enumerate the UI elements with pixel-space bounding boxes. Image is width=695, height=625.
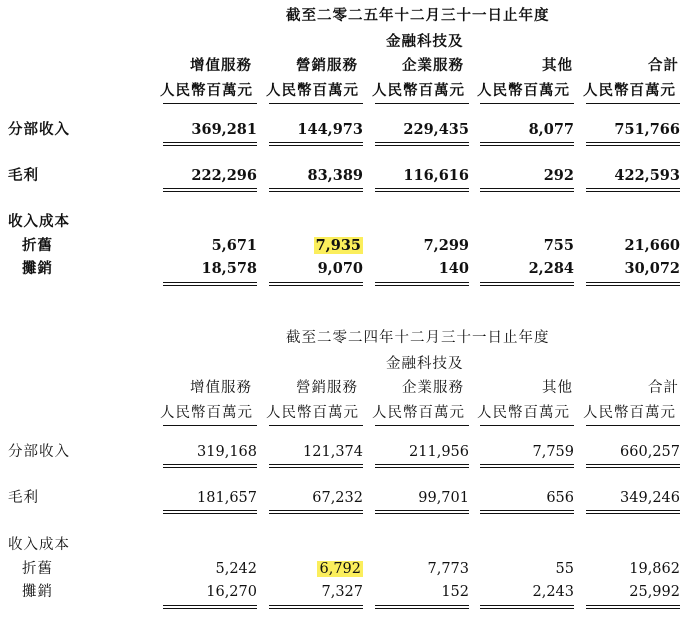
cell-value: 55 bbox=[555, 561, 574, 577]
cell-value: 121,374 bbox=[303, 444, 363, 460]
col-header-total: 合計 bbox=[648, 380, 679, 396]
cell-value: 25,992 bbox=[629, 584, 680, 600]
cell-value: 21,660 bbox=[624, 237, 680, 254]
cell-value: 755 bbox=[543, 237, 574, 254]
row-label-gross-profit: 毛利 bbox=[8, 490, 39, 506]
unit-label: 人民幣百萬元 bbox=[266, 405, 359, 421]
cell-value: 181,657 bbox=[197, 490, 257, 506]
unit-label: 人民幣百萬元 bbox=[583, 82, 676, 99]
highlight-mark: 7,935 bbox=[315, 237, 361, 254]
col-header-others: 其他 bbox=[542, 57, 573, 74]
period-header: 截至二零二四年十二月三十一日止年度 bbox=[286, 330, 550, 346]
cell-value: 660,257 bbox=[620, 444, 680, 460]
row-label-amortization: 攤銷 bbox=[22, 260, 53, 277]
cell-value: 422,593 bbox=[614, 167, 680, 184]
col-header-marketing: 營銷服務 bbox=[296, 57, 358, 74]
col-header-others: 其他 bbox=[542, 380, 573, 396]
cell-value: 9,070 bbox=[317, 260, 363, 277]
unit-label: 人民幣百萬元 bbox=[372, 405, 465, 421]
row-label-cost-of-revenue: 收入成本 bbox=[8, 537, 70, 553]
cell-value-highlighted bbox=[269, 559, 363, 579]
cell-value: 349,246 bbox=[620, 490, 680, 506]
cell-value: 19,862 bbox=[629, 561, 680, 577]
unit-label: 人民幣百萬元 bbox=[477, 405, 570, 421]
unit-label: 人民幣百萬元 bbox=[372, 82, 465, 99]
cell-value-highlighted bbox=[269, 236, 363, 256]
unit-label: 人民幣百萬元 bbox=[477, 82, 570, 99]
group-header: 金融科技及 bbox=[386, 33, 464, 50]
col-header-marketing: 營銷服務 bbox=[296, 380, 358, 396]
unit-label: 人民幣百萬元 bbox=[266, 82, 359, 99]
cell-value: 30,072 bbox=[624, 260, 680, 277]
cell-value: 7,299 bbox=[423, 237, 469, 254]
col-header-enterprise: 企業服務 bbox=[402, 380, 464, 396]
cell-value: 369,281 bbox=[191, 121, 257, 138]
unit-label: 人民幣百萬元 bbox=[583, 405, 676, 421]
row-label-depreciation: 折舊 bbox=[22, 237, 53, 254]
cell-value: 8,077 bbox=[528, 121, 574, 138]
cell-value: 656 bbox=[546, 490, 574, 506]
cell-value: 16,270 bbox=[206, 584, 257, 600]
cell-value: 211,956 bbox=[409, 444, 469, 460]
cell-value: 229,435 bbox=[403, 121, 469, 138]
cell-value: 5,242 bbox=[215, 561, 257, 577]
row-label-depreciation: 折舊 bbox=[22, 561, 53, 577]
row-label-segment-revenue: 分部收入 bbox=[8, 444, 70, 460]
cell-value: 222,296 bbox=[191, 167, 257, 184]
cell-value: 7,759 bbox=[532, 444, 574, 460]
col-header-enterprise: 企業服務 bbox=[402, 57, 464, 74]
cell-value: 67,232 bbox=[312, 490, 363, 506]
cell-value: 2,284 bbox=[528, 260, 574, 277]
row-label-cost-of-revenue: 收入成本 bbox=[8, 213, 70, 230]
cell-value: 144,973 bbox=[297, 121, 363, 138]
row-label-amortization: 攤銷 bbox=[22, 584, 53, 600]
unit-label: 人民幣百萬元 bbox=[160, 82, 253, 99]
cell-value: 7,773 bbox=[427, 561, 469, 577]
group-header: 金融科技及 bbox=[386, 356, 464, 372]
cell-value: 319,168 bbox=[197, 444, 257, 460]
cell-value: 99,701 bbox=[418, 490, 469, 506]
period-header: 截至二零二五年十二月三十一日止年度 bbox=[286, 7, 550, 24]
cell-value: 751,766 bbox=[614, 121, 680, 138]
cell-value: 5,671 bbox=[211, 237, 257, 254]
cell-value: 18,578 bbox=[201, 260, 257, 277]
col-header-vas: 增值服務 bbox=[190, 57, 252, 74]
col-header-vas: 增值服務 bbox=[190, 380, 252, 396]
cell-value: 83,389 bbox=[307, 167, 363, 184]
col-header-total: 合計 bbox=[648, 57, 679, 74]
cell-value: 116,616 bbox=[403, 167, 469, 184]
cell-value: 152 bbox=[441, 584, 469, 600]
cell-value: 7,327 bbox=[321, 584, 363, 600]
row-label-gross-profit: 毛利 bbox=[8, 167, 39, 184]
unit-label: 人民幣百萬元 bbox=[160, 405, 253, 421]
cell-value: 292 bbox=[543, 167, 574, 184]
cell-value: 140 bbox=[438, 260, 469, 277]
row-label-segment-revenue: 分部收入 bbox=[8, 121, 70, 138]
cell-value: 2,243 bbox=[532, 584, 574, 600]
highlight-mark: 6,792 bbox=[319, 561, 361, 577]
